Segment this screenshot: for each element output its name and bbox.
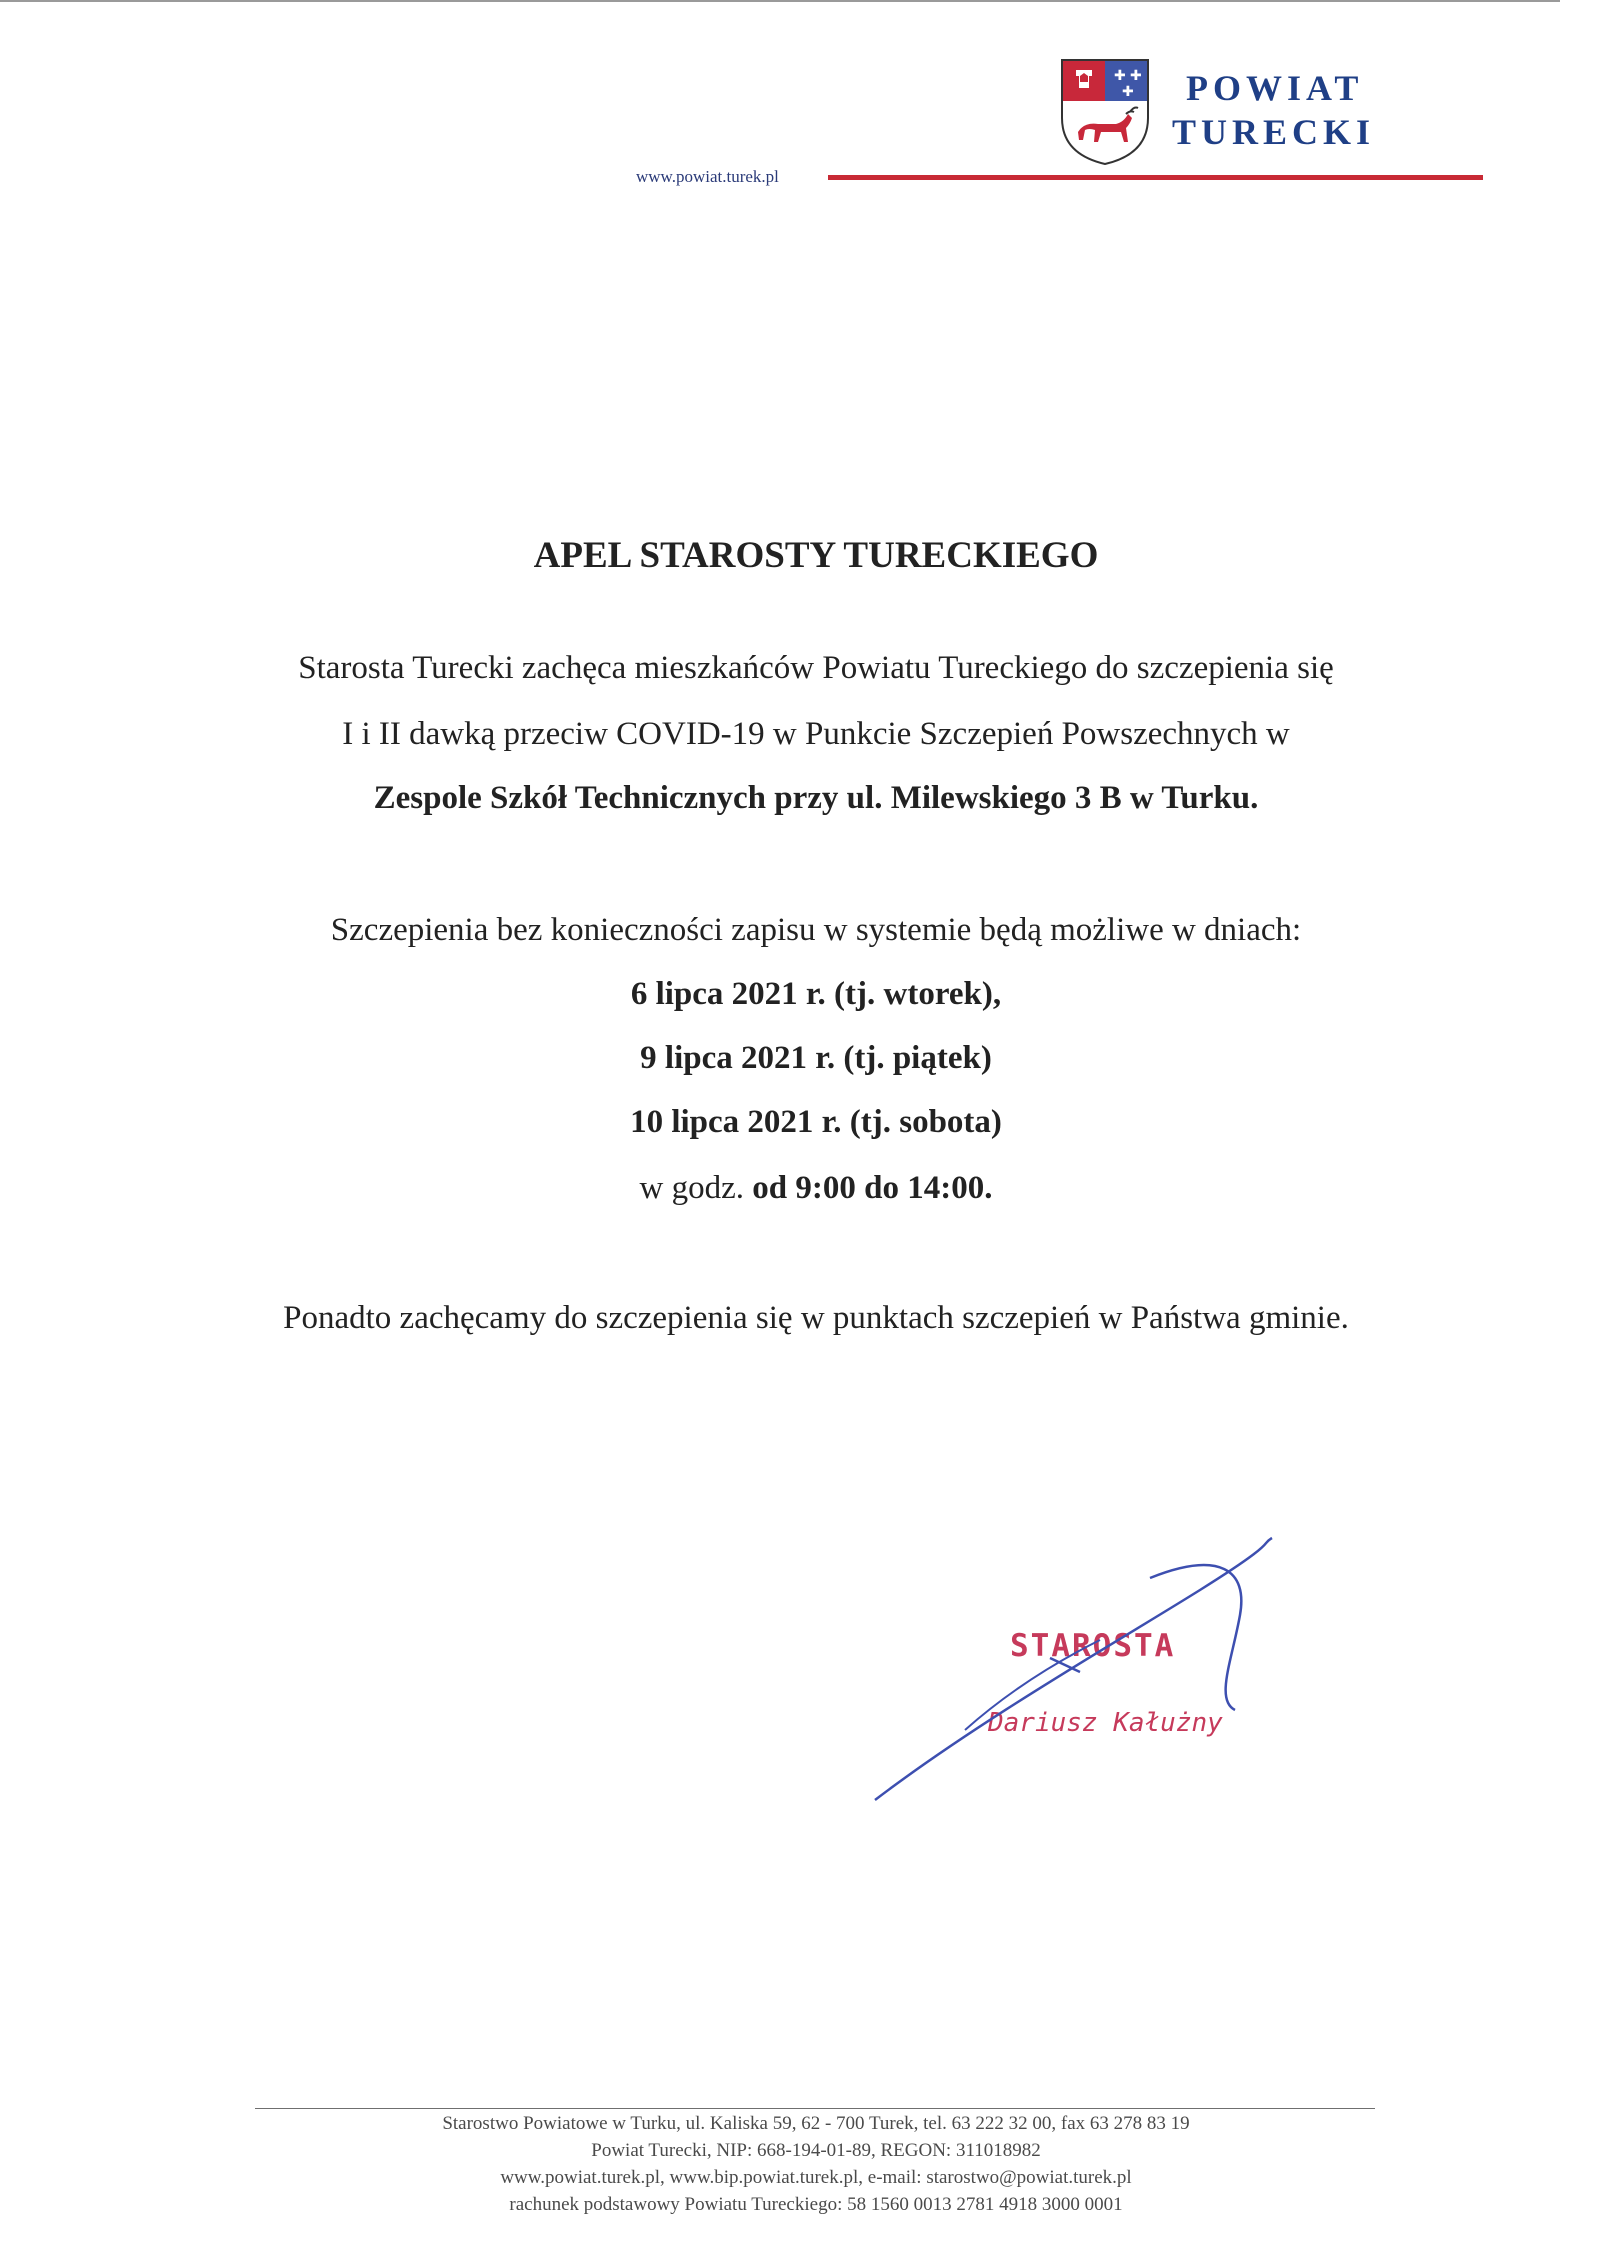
svg-text:✚: ✚	[1130, 68, 1142, 84]
brand-line-1: POWIAT	[1186, 68, 1364, 108]
top-border-line	[0, 0, 1560, 2]
svg-text:✚: ✚	[1122, 84, 1134, 100]
stamp-title: STAROSTA	[1010, 1628, 1176, 1664]
footer-line3: www.powiat.turek.pl, www.bip.powiat.turek.pl, e-mail: starostwo@powiat.turek.pl	[500, 2167, 1132, 2188]
para1-line2: I i II dawką przeciw COVID-19 w Punkcie Szczepień Powszechnych w	[342, 716, 1290, 752]
brand-line-2: TURECKI	[1172, 112, 1376, 152]
hours-prefix: w godz.	[639, 1170, 745, 1206]
stamp-name: Dariusz Kałużny	[988, 1708, 1223, 1738]
date-item: 6 lipca 2021 r. (tj. wtorek),	[630, 976, 1002, 1012]
para2-intro: Szczepienia bez konieczności zapisu w systemie będą możliwe w dniach:	[330, 912, 1302, 948]
para1-line1: Starosta Turecki zachęca mieszkańców Powiatu Tureckiego do szczepienia się	[298, 650, 1334, 686]
footer-line1: Starostwo Powiatowe w Turku, ul. Kaliska 59, 62 - 700 Turek, tel. 63 222 32 00, fax 63 278 83 19	[442, 2113, 1190, 2134]
hours-line	[0, 1170, 1600, 1207]
date-item: 10 lipca 2021 r. (tj. sobota)	[630, 1104, 1002, 1140]
para1-line3: Zespole Szkół Technicznych przy ul. Milewskiego 3 B w Turku.	[373, 780, 1259, 816]
footer-line2: Powiat Turecki, NIP: 668-194-01-89, REGON: 311018982	[591, 2140, 1041, 2161]
footer-line4: rachunek podstawowy Powiatu Tureckiego: 58 1560 0013 2781 4918 3000 0001	[509, 2194, 1123, 2215]
date-item: 9 lipca 2021 r. (tj. piątek)	[640, 1040, 992, 1076]
header-website-link[interactable]: www.powiat.turek.pl	[636, 167, 779, 186]
coat-of-arms-icon	[1060, 58, 1150, 166]
footer-divider	[255, 2108, 1375, 2109]
para3: Ponadto zachęcamy do szczepienia się w punktach szczepień w Państwa gminie.	[283, 1300, 1349, 1336]
document-title: APEL STAROSTY TURECKIEGO	[533, 535, 1099, 576]
hours-value: od 9:00 do 14:00.	[752, 1170, 993, 1206]
header-red-divider	[828, 175, 1483, 180]
svg-text:✚: ✚	[1114, 68, 1126, 84]
brand-title	[1172, 66, 1375, 154]
